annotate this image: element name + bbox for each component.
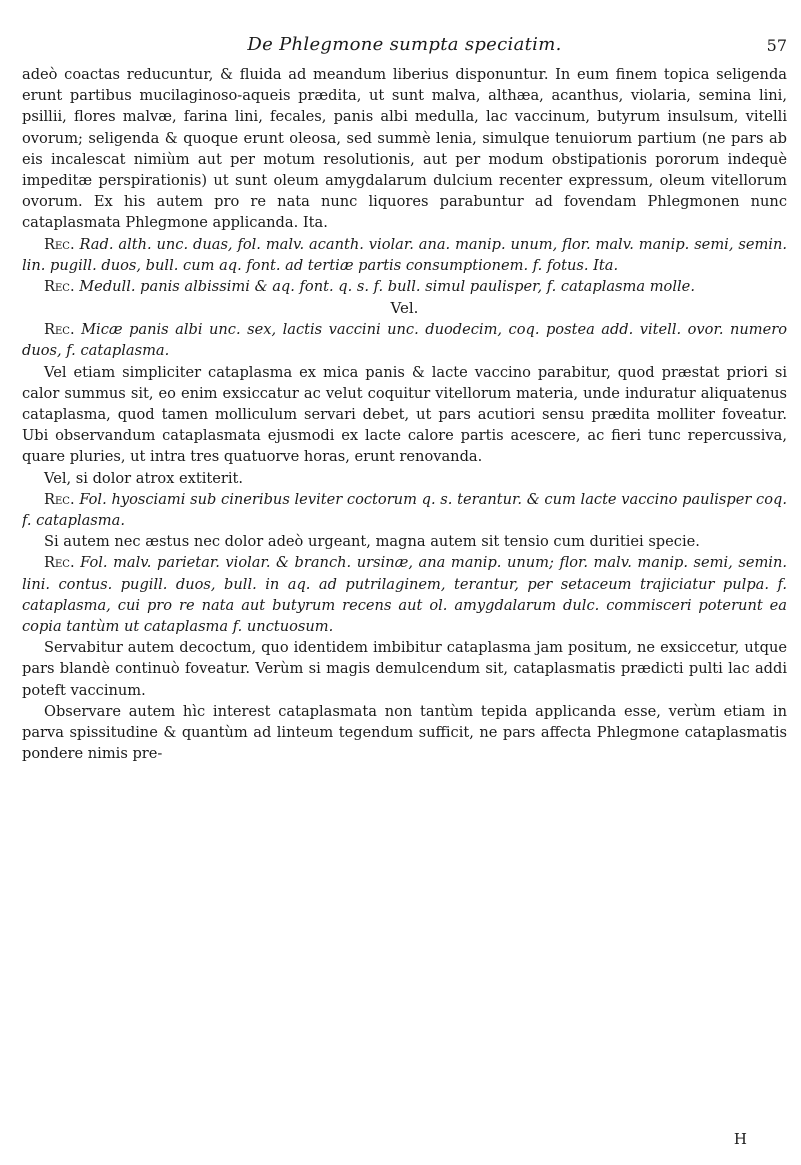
recipe-text: Rad. alth. unc. duas, fol. malv. acanth. violar. ana. manip. unum, flor. malv. manip. semi, semin. lin. pugill. duos, bull. cum aq. font. ad tertiæ partis consumptionem. f. fotus. Ita. xyxy=(22,235,787,274)
recipe-paragraph xyxy=(22,234,787,276)
recipe-paragraph xyxy=(22,489,787,531)
section-mark: Vel. xyxy=(390,299,419,318)
recipe-text: Medull. panis albissimi & aq. font. q. s. f. bull. simul paulisper, f. cataplasma molle. xyxy=(79,278,695,296)
recipe-label: Rec. xyxy=(44,235,75,253)
text-paragraph: Observare autem hìc interest cataplasmata non tantùm tepida applicanda esse, verùm etiam in parva spissitudine & quantùm ad linteum tegendum sufficit, ne pars affecta Phlegmone cataplasmatis pondere nimis pre- xyxy=(22,702,787,763)
text-paragraph: Vel etiam simpliciter cataplasma ex mica panis & lacte vaccino parabitur, quod præstat priori si calor summus sit, eo enim exsiccatur ac velut coquitur vitellorum materia, unde induratur aliquatenus cataplasma, quod tamen molliculum servari debet, ut pars acutiori sensu prædita molliter foveatur. Ubi observandum cataplasmata ejusmodi ex lacte calore partis acescere, ac fieri tunc repercussiva, quare pluries, ut intra tres quatuorve horas, erunt renovanda. xyxy=(22,363,787,466)
body-text xyxy=(22,64,787,765)
recipe-label: Rec. xyxy=(44,278,75,296)
recipe-text: Fol. malv. parietar. violar. & branch. ursinæ, ana manip. unum; flor. malv. manip. semi, semin. lini. contus. pugill. duos, bull. in aq. ad putrilaginem, terantur, per setaceum trajiciatur pulpa. f. cataplasma, cui pro re nata aut butyrum recens aut ol. amygdalarum dulc. commisceri poterunt ea copia tantùm ut cataplasma f. unctuosum. xyxy=(22,554,787,636)
book-page xyxy=(22,32,787,1152)
recipe-text: Fol. hyosciami sub cineribus leviter coctorum q. s. terantur. & cum lacte vaccino paulisper coq. f. cataplasma. xyxy=(22,490,787,530)
text-paragraph: Si autem nec æstus nec dolor adeò urgeant, magna autem sit tensio cum duritiei specie. xyxy=(44,533,700,551)
signature-mark: H xyxy=(733,1130,747,1148)
recipe-paragraph xyxy=(22,276,787,297)
recipe-label: Rec. xyxy=(44,490,75,508)
text-paragraph: Servabitur autem decoctum, quo identidem imbibitur cataplasma jam positum, ne exsiccetur, utque pars blandè continuò foveatur. Verùm si magis demulcendum sit, cataplasmatis prædicti pulti lac addi poteft vaccinum. xyxy=(22,639,787,699)
recipe-label: Rec. xyxy=(44,321,75,339)
recipe-label: Rec. xyxy=(44,554,75,572)
running-head xyxy=(22,32,787,62)
running-title: De Phlegmone sumpta speciatim. xyxy=(247,34,562,55)
recipe-paragraph xyxy=(22,319,787,361)
recipe-paragraph xyxy=(22,552,787,637)
text-paragraph: adeò coactas reducuntur, & fluida ad meandum liberius disponuntur. In eum finem topica seligenda erunt partibus mucilaginoso-aqueis prædita, ut sunt malva, althæa, acanthus, violaria, semina lini, psillii, flores malvæ, farina lini, fecales, panis albi medulla, lac vaccinum, butyrum insulsum, vitelli ovorum; seligenda & quoque erunt oleosa, sed summè lenia, simulque tenuiorum partium (ne pars ab eis incalescat nimiùm aut per motum resolutionis, aut per modum obstipationis pororum indequè impeditæ perspirationis) ut sunt oleum amygdalarum dulcium recenter expressum, oleum vitellorum ovorum. Ex his autem pro re nata nunc liquores parabuntur ad fovendam Phlegmonen nunc cataplasmata Phlegmone applicanda. Ita. xyxy=(22,66,787,232)
page-number: 57 xyxy=(766,36,787,55)
text-paragraph: Vel, si dolor atrox extiterit. xyxy=(44,469,244,487)
recipe-text: Micæ panis albi unc. sex, lactis vaccini unc. duodecim, coq. postea add. vitell. ovor. numero duos, f. cataplasma. xyxy=(22,321,787,360)
